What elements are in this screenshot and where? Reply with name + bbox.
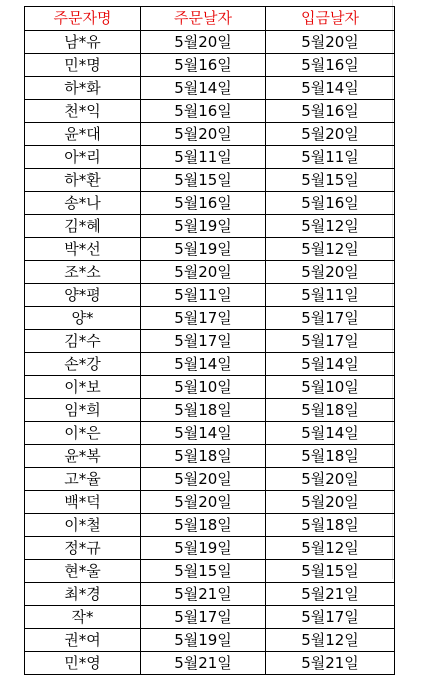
cell-orderer-name[interactable]: 김*수 <box>25 330 141 353</box>
cell-orderer-name[interactable]: 이*철 <box>25 514 141 537</box>
cell-orderer-name[interactable]: 최*경 <box>25 583 141 606</box>
cell-orderer-name[interactable]: 손*강 <box>25 353 141 376</box>
table-row <box>25 31 395 54</box>
cell-orderer-name[interactable]: 정*규 <box>25 537 141 560</box>
cell-deposit-date[interactable]: 5월12일 <box>266 215 395 238</box>
table-row <box>25 468 395 491</box>
table-row <box>25 422 395 445</box>
cell-order-date[interactable]: 5월14일 <box>141 353 266 376</box>
cell-orderer-name[interactable]: 고*율 <box>25 468 141 491</box>
header-order-date[interactable]: 주문날자 <box>141 7 266 31</box>
cell-order-date[interactable]: 5월17일 <box>141 606 266 629</box>
table-row <box>25 77 395 100</box>
cell-order-date[interactable]: 5월16일 <box>141 192 266 215</box>
cell-deposit-date[interactable]: 5월15일 <box>266 169 395 192</box>
cell-order-date[interactable]: 5월21일 <box>141 583 266 606</box>
cell-order-date[interactable]: 5월14일 <box>141 77 266 100</box>
table-row <box>25 399 395 422</box>
cell-order-date[interactable]: 5월20일 <box>141 468 266 491</box>
table-row <box>25 215 395 238</box>
cell-order-date[interactable]: 5월19일 <box>141 537 266 560</box>
table-row <box>25 169 395 192</box>
cell-order-date[interactable]: 5월20일 <box>141 491 266 514</box>
cell-orderer-name[interactable]: 아*리 <box>25 146 141 169</box>
cell-order-date[interactable]: 5월20일 <box>141 261 266 284</box>
cell-order-date[interactable]: 5월11일 <box>141 284 266 307</box>
cell-deposit-date[interactable]: 5월12일 <box>266 629 395 652</box>
table-row <box>25 353 395 376</box>
table-row <box>25 629 395 652</box>
header-deposit-date[interactable]: 입금날자 <box>266 7 395 31</box>
cell-orderer-name[interactable]: 윤*복 <box>25 445 141 468</box>
table-row <box>25 652 395 675</box>
cell-orderer-name[interactable]: 윤*대 <box>25 123 141 146</box>
cell-deposit-date[interactable]: 5월14일 <box>266 77 395 100</box>
table-row <box>25 146 395 169</box>
cell-orderer-name[interactable]: 박*선 <box>25 238 141 261</box>
table-row <box>25 261 395 284</box>
cell-orderer-name[interactable]: 김*혜 <box>25 215 141 238</box>
cell-deposit-date[interactable]: 5월10일 <box>266 376 395 399</box>
cell-deposit-date[interactable]: 5월20일 <box>266 31 395 54</box>
cell-order-date[interactable]: 5월20일 <box>141 31 266 54</box>
cell-orderer-name[interactable]: 양*평 <box>25 284 141 307</box>
cell-deposit-date[interactable]: 5월20일 <box>266 468 395 491</box>
table-row <box>25 560 395 583</box>
cell-order-date[interactable]: 5월19일 <box>141 238 266 261</box>
cell-deposit-date[interactable]: 5월18일 <box>266 514 395 537</box>
cell-deposit-date[interactable]: 5월17일 <box>266 330 395 353</box>
cell-deposit-date[interactable]: 5월20일 <box>266 123 395 146</box>
table-row <box>25 445 395 468</box>
cell-order-date[interactable]: 5월18일 <box>141 399 266 422</box>
table-row <box>25 330 395 353</box>
cell-order-date[interactable]: 5월17일 <box>141 307 266 330</box>
cell-order-date[interactable]: 5월11일 <box>141 146 266 169</box>
table-row <box>25 307 395 330</box>
table-row <box>25 100 395 123</box>
cell-order-date[interactable]: 5월15일 <box>141 169 266 192</box>
cell-deposit-date[interactable]: 5월11일 <box>266 284 395 307</box>
cell-deposit-date[interactable]: 5월18일 <box>266 399 395 422</box>
cell-orderer-name[interactable]: 민*영 <box>25 652 141 675</box>
cell-deposit-date[interactable]: 5월16일 <box>266 54 395 77</box>
cell-orderer-name[interactable]: 작* <box>25 606 141 629</box>
cell-deposit-date[interactable]: 5월14일 <box>266 353 395 376</box>
cell-deposit-date[interactable]: 5월12일 <box>266 238 395 261</box>
table-row <box>25 376 395 399</box>
cell-deposit-date[interactable]: 5월16일 <box>266 100 395 123</box>
cell-order-date[interactable]: 5월18일 <box>141 514 266 537</box>
table-row <box>25 123 395 146</box>
cell-deposit-date[interactable]: 5월21일 <box>266 652 395 675</box>
cell-orderer-name[interactable]: 민*명 <box>25 54 141 77</box>
cell-orderer-name[interactable]: 현*울 <box>25 560 141 583</box>
cell-order-date[interactable]: 5월10일 <box>141 376 266 399</box>
cell-deposit-date[interactable]: 5월16일 <box>266 192 395 215</box>
cell-order-date[interactable]: 5월17일 <box>141 330 266 353</box>
cell-order-date[interactable]: 5월19일 <box>141 215 266 238</box>
header-row <box>25 7 395 31</box>
table-row <box>25 583 395 606</box>
cell-orderer-name[interactable]: 하*화 <box>25 77 141 100</box>
cell-orderer-name[interactable]: 하*환 <box>25 169 141 192</box>
cell-deposit-date[interactable]: 5월17일 <box>266 307 395 330</box>
table-row <box>25 54 395 77</box>
cell-deposit-date[interactable]: 5월14일 <box>266 422 395 445</box>
table-row <box>25 192 395 215</box>
cell-orderer-name[interactable]: 임*희 <box>25 399 141 422</box>
cell-orderer-name[interactable]: 천*익 <box>25 100 141 123</box>
cell-order-date[interactable]: 5월20일 <box>141 123 266 146</box>
cell-deposit-date[interactable]: 5월21일 <box>266 583 395 606</box>
cell-orderer-name[interactable]: 조*소 <box>25 261 141 284</box>
cell-deposit-date[interactable]: 5월18일 <box>266 445 395 468</box>
cell-orderer-name[interactable]: 권*여 <box>25 629 141 652</box>
cell-orderer-name[interactable]: 양* <box>25 307 141 330</box>
cell-order-date[interactable]: 5월16일 <box>141 54 266 77</box>
cell-deposit-date[interactable]: 5월20일 <box>266 261 395 284</box>
cell-orderer-name[interactable]: 남*유 <box>25 31 141 54</box>
cell-deposit-date[interactable]: 5월12일 <box>266 537 395 560</box>
cell-order-date[interactable]: 5월19일 <box>141 629 266 652</box>
cell-orderer-name[interactable]: 송*나 <box>25 192 141 215</box>
header-orderer[interactable]: 주문자명 <box>25 7 141 31</box>
table-row <box>25 238 395 261</box>
cell-deposit-date[interactable]: 5월15일 <box>266 560 395 583</box>
cell-deposit-date[interactable]: 5월20일 <box>266 491 395 514</box>
order-rows <box>25 31 395 675</box>
cell-order-date[interactable]: 5월16일 <box>141 100 266 123</box>
cell-order-date[interactable]: 5월21일 <box>141 652 266 675</box>
table-row <box>25 606 395 629</box>
table-row <box>25 284 395 307</box>
cell-deposit-date[interactable]: 5월17일 <box>266 606 395 629</box>
cell-order-date[interactable]: 5월18일 <box>141 445 266 468</box>
cell-order-date[interactable]: 5월14일 <box>141 422 266 445</box>
cell-deposit-date[interactable]: 5월11일 <box>266 146 395 169</box>
cell-orderer-name[interactable]: 이*보 <box>25 376 141 399</box>
cell-order-date[interactable]: 5월15일 <box>141 560 266 583</box>
table-row <box>25 514 395 537</box>
cell-orderer-name[interactable]: 이*은 <box>25 422 141 445</box>
order-table <box>24 6 395 675</box>
table-row <box>25 491 395 514</box>
table-row <box>25 537 395 560</box>
cell-orderer-name[interactable]: 백*덕 <box>25 491 141 514</box>
